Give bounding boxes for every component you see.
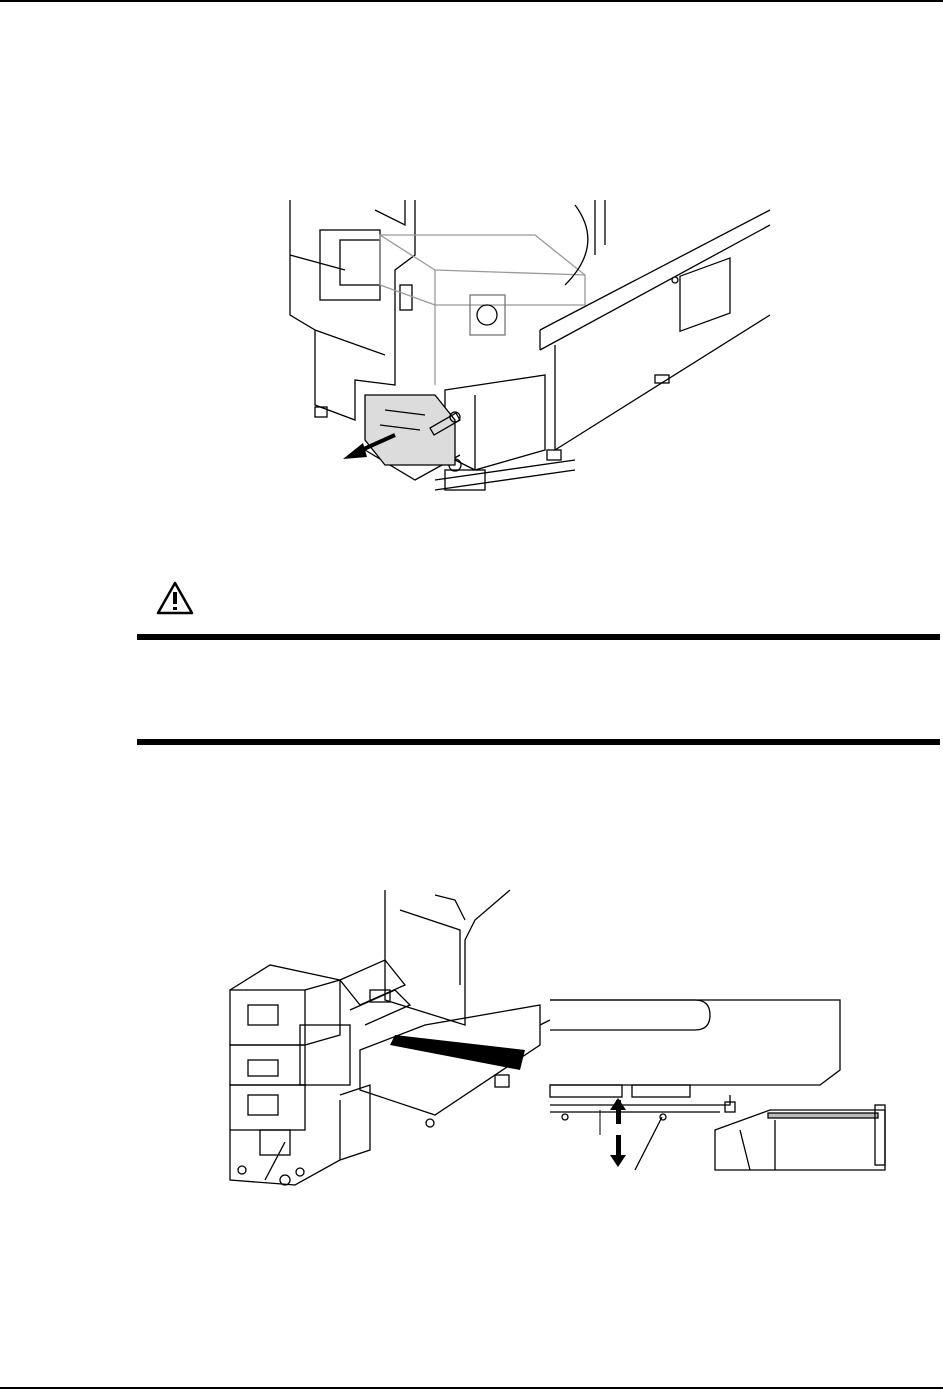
figure-drawer-removal — [285, 195, 780, 510]
header-rule — [0, 0, 943, 2]
footer-rule — [0, 1387, 943, 1389]
caution-top-rule — [137, 634, 940, 640]
figure-feeder-height-adjustment — [220, 880, 910, 1190]
feeder-adjustment-drawing — [220, 880, 910, 1190]
warning-triangle-icon — [155, 580, 195, 616]
drawer-removal-drawing — [285, 195, 780, 510]
caution-bottom-rule — [137, 739, 940, 745]
